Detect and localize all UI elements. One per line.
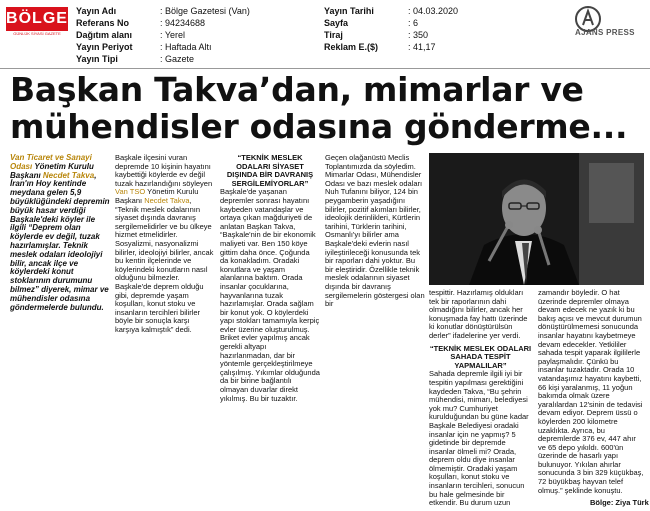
article-column-5 (429, 289, 532, 508)
paragraph: tespittir. Hazırlamış oldukları tek bir raporlarının dahi olmadığını bilirler, ancak her konuşmada fay hattı üzerinde ki konutlar dönüştürülsün derler” ifadelerine yer verdi. (429, 288, 528, 340)
paragraph: Sahada depremle ilgili iyi bir tespitin yapılması gerektiğini kaydeden Takva, “Bu şehrin mühendisi, mimarı, belediyesi yok mu? Cumhuriyet kurulduğundan bu güne kadar Başkale Belediyesi oradaki insanlar için ne yapmış? 5 gidetinde bir depremde insanlar ölmeli mi? Orada, deprem oldu diye insanlar ölmemiştir. Oradaki yaşam koşulları, konut stoku ve insanların tercihleri, sonucun bu hale gelmesinde bir etkendir. Bu durum uzun (429, 369, 529, 508)
clipping-header (0, 0, 650, 66)
meta-label: Sayfa (324, 18, 349, 28)
article-column-3 (220, 154, 320, 403)
paragraph-text: Yönetim Kurulu Başkanı (115, 187, 199, 205)
paragraph: zamandır böyledir. O hat üzerinde depremler olmaya devam edecek ne yazık ki bu bakış açısı ve mevcut durumun dönüştürülmemesi sonucunda insanlar hayatını kaybetmeye devam edecekler. Yetkililer sahada tespit yaparak ilgililerle paylaşmalıdır. Çünkü bu insanlar tuzaktadır. Orada 10 vatandaşımız hayatını kaybetti, 66 kişi yaralanmış, 11 yoğun bakımda olmak üzere yaralılardan 12'sinin de tedavisi devam ediyor. Deprem üssü o köylerden 200 kilometre uzaklıkta. Ayrıca, bu depremlerde 376 ev, 447 ahır ve 65 depo yıkıldı. 600'ün üzerinde de hasarlı yapı bulunuyor. Yıkılan ahırlar sonucunda 3 bin 329 küçükbaş, 72 büyükbaş hayvan telef olmuş.” şeklinde konuştu. (538, 288, 644, 495)
lede-person: Necdet Takva (42, 170, 95, 180)
newspaper-logo (6, 7, 68, 31)
org-name: Van TSO (115, 187, 146, 197)
meta-value: : Bölge Gazetesi (Van) (160, 6, 250, 16)
article-column-6 (538, 289, 644, 495)
logo-text: BÖLGE (6, 10, 68, 27)
meta-value: : 6 (408, 18, 419, 28)
lede-organization: Van Ticaret ve Sanayi Odası (10, 153, 92, 171)
meta-label: Yayın Adı (76, 6, 117, 16)
paragraph-text: , “Teknik meslek odalarının siyaset dışında davranış sergilemelidirler ve bu ülkeye hizmet etmelidirler. Sosyalizmi, nasyonalizmi bilirler, ideolojiyi bilirler, ancak bu kentin ilçelerinde ve köylerindeki konutların nasıl olduğunu bilmezler. Başkale'de deprem olduğu gibi, depremde yaşam koşulları, konut stoku ve insanların tercihleri bilirler böyle bir sonuçla karşı karşıya kalmıştık” dedi. (115, 195, 214, 334)
logo-tagline: GÜNLÜK SİYASİ GAZETE (13, 31, 61, 36)
speaker-photo-icon (429, 153, 644, 285)
meta-value: : 04.03.2020 (408, 6, 459, 16)
meta-value: : Haftada Altı (160, 42, 212, 52)
meta-label: Referans No (76, 18, 130, 28)
photo-credit: Bölge: Ziya Türk (590, 498, 649, 507)
article-column-4 (325, 154, 425, 309)
meta-label: Yayın Tarihi (324, 6, 374, 16)
header-divider (0, 68, 650, 69)
meta-label: Dağıtım alanı (76, 30, 133, 40)
article-photo (429, 153, 644, 285)
article-column-1 (10, 154, 110, 312)
meta-value: : 41,17 (408, 42, 436, 52)
article-headline (10, 71, 650, 145)
headline-line-1: Başkan Takva’dan, mimarlar ve (10, 70, 584, 109)
subheading: “TEKNİK MESLEK ODALARI SAHADA TESPİT YAPMALILAR” (429, 343, 532, 370)
meta-label: Tiraj (324, 30, 343, 40)
lede-body: , İran'ın Hoy kentinde meydana gelen 5,9 büyüklüğündeki depremin büyük hasar verdiği Başkale'deki köyler ile ilgili “Deprem olan köylerde ev değil, tuzak hazırlamışlar. Teknik meslek odaları ideolojiyi bilir, ancak ilçe ve köylerdeki konut stoklarının durumunu bilmez” diyerek, mimar ve mühendisler odasına göndermelerde bulundu. (10, 170, 110, 312)
meta-label: Yayın Periyot (76, 42, 133, 52)
meta-value: : Yerel (160, 30, 186, 40)
person-name: Necdet Takva (144, 195, 190, 205)
paragraph: Başkale'de yaşanan depremler sonrası hayatını kaybeden vatandaşlar ve ortaya çıkan mağduriyeti de anlatan Başkan Takva, “Başkale'nin de bir ekonomik maliyeti var. Ben 150 köye gittim daha önce. Çoğunda da konakladım. Oradaki konutlara ve yaşam alanlarına baktım. Orada insanlar çocuklarına, hayvanlarına tuzak hazırlamışlar. Orada sağlam bir konut yok. O köylerdeki yapı stokları tamamıyla kerpiç evler üzerine oluşturulmuş. Briket evler yapılmış ancak gerekli altyapı hazırlanmadan, dar bir yöntemle gerçekleştirilmeye çalışılmış. Yıkımlar olduğunda da bir birine bağlantılı olmayan duvarlar direkt yıkılmış. Bu bir tuzaktır. (220, 187, 320, 403)
meta-value: : 94234688 (160, 18, 206, 28)
lede-text: Yönetim Kurulu Başkanı (10, 161, 94, 180)
headline-line-2: mühendisler odasına gönderme... (10, 107, 628, 146)
meta-label: Yayın Tipi (76, 54, 118, 64)
paragraph: Geçen olağanüstü Meclis Toplantımızda da söyledim. Mimarlar Odası, Mühendisler Odası ve bazı meslek odaları Nuh Tufanını biliyor, 124 bin peygamberin yaşadığını bilirler, pozitif akımları bilirler, ideolojik derinlikleri, Kürtlerin tarihini, Türklerin tarihini, Osmanlı'yı bilirler ama Başkale'deki evlerin nasıl iyileştirileceği konusunda tek bir raporları dahi yoktur. Bu bir eleştiridir. Özellikle teknik meslek odalarının siyaset dışında bir davranış sergilemelerin göstergesi olan bir (325, 153, 425, 309)
paragraph (115, 154, 215, 334)
article-lede (10, 154, 110, 312)
agency-name: AJANS PRESS (575, 28, 635, 37)
paragraph-text: Başkale ilçesini vuran depremde 10 kişinin hayatını kaybettiği köylerde ev değil tuzak hazırlandığını söyleyen (115, 153, 213, 188)
meta-label: Reklam E.($) (324, 42, 379, 52)
meta-value: : Gazete (160, 54, 195, 64)
article-column-2 (115, 154, 215, 334)
meta-value: : 350 (408, 30, 429, 40)
subheading: “TEKNİK MESLEK ODALARI SİYASET DIŞINDA BİR DAVRANIŞ SERGİLEMİYORLAR” (226, 153, 314, 188)
